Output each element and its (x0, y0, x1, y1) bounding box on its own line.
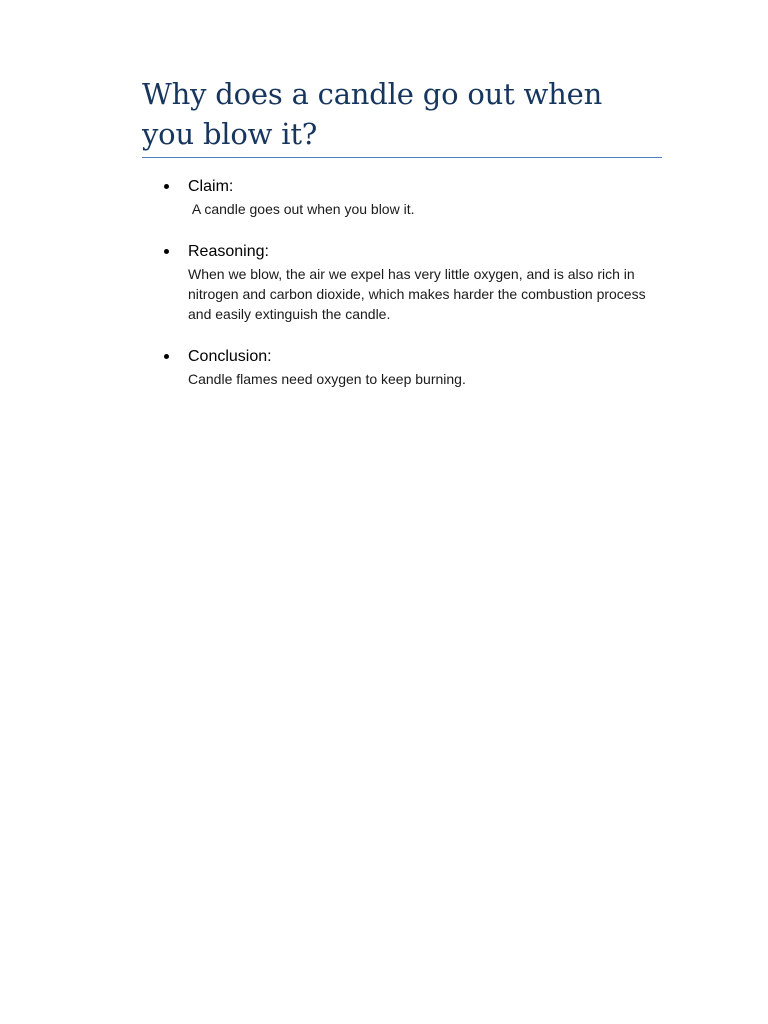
section-text-conclusion: Candle flames need oxygen to keep burning. (188, 371, 466, 387)
list-item-conclusion (142, 346, 662, 389)
list-item-claim (142, 176, 662, 219)
title-underline-divider (142, 157, 662, 158)
bullet-list (142, 176, 662, 411)
bullet-icon (164, 249, 169, 254)
page-title: Why does a candle go out when you blow it? (142, 77, 603, 151)
section-heading-reasoning: Reasoning: (188, 243, 269, 260)
bullet-icon (164, 354, 169, 359)
section-text-reasoning: When we blow, the air we expel has very little oxygen, and is also rich in nitrogen and carbon dioxide, which makes harder the combustion process and easily extinguish the candle. (188, 266, 650, 322)
bullet-icon (164, 184, 169, 189)
section-text-claim: A candle goes out when you blow it. (188, 201, 415, 217)
section-heading-claim: Claim: (188, 178, 234, 195)
section-heading-conclusion: Conclusion: (188, 348, 272, 365)
list-item-reasoning (142, 241, 662, 324)
